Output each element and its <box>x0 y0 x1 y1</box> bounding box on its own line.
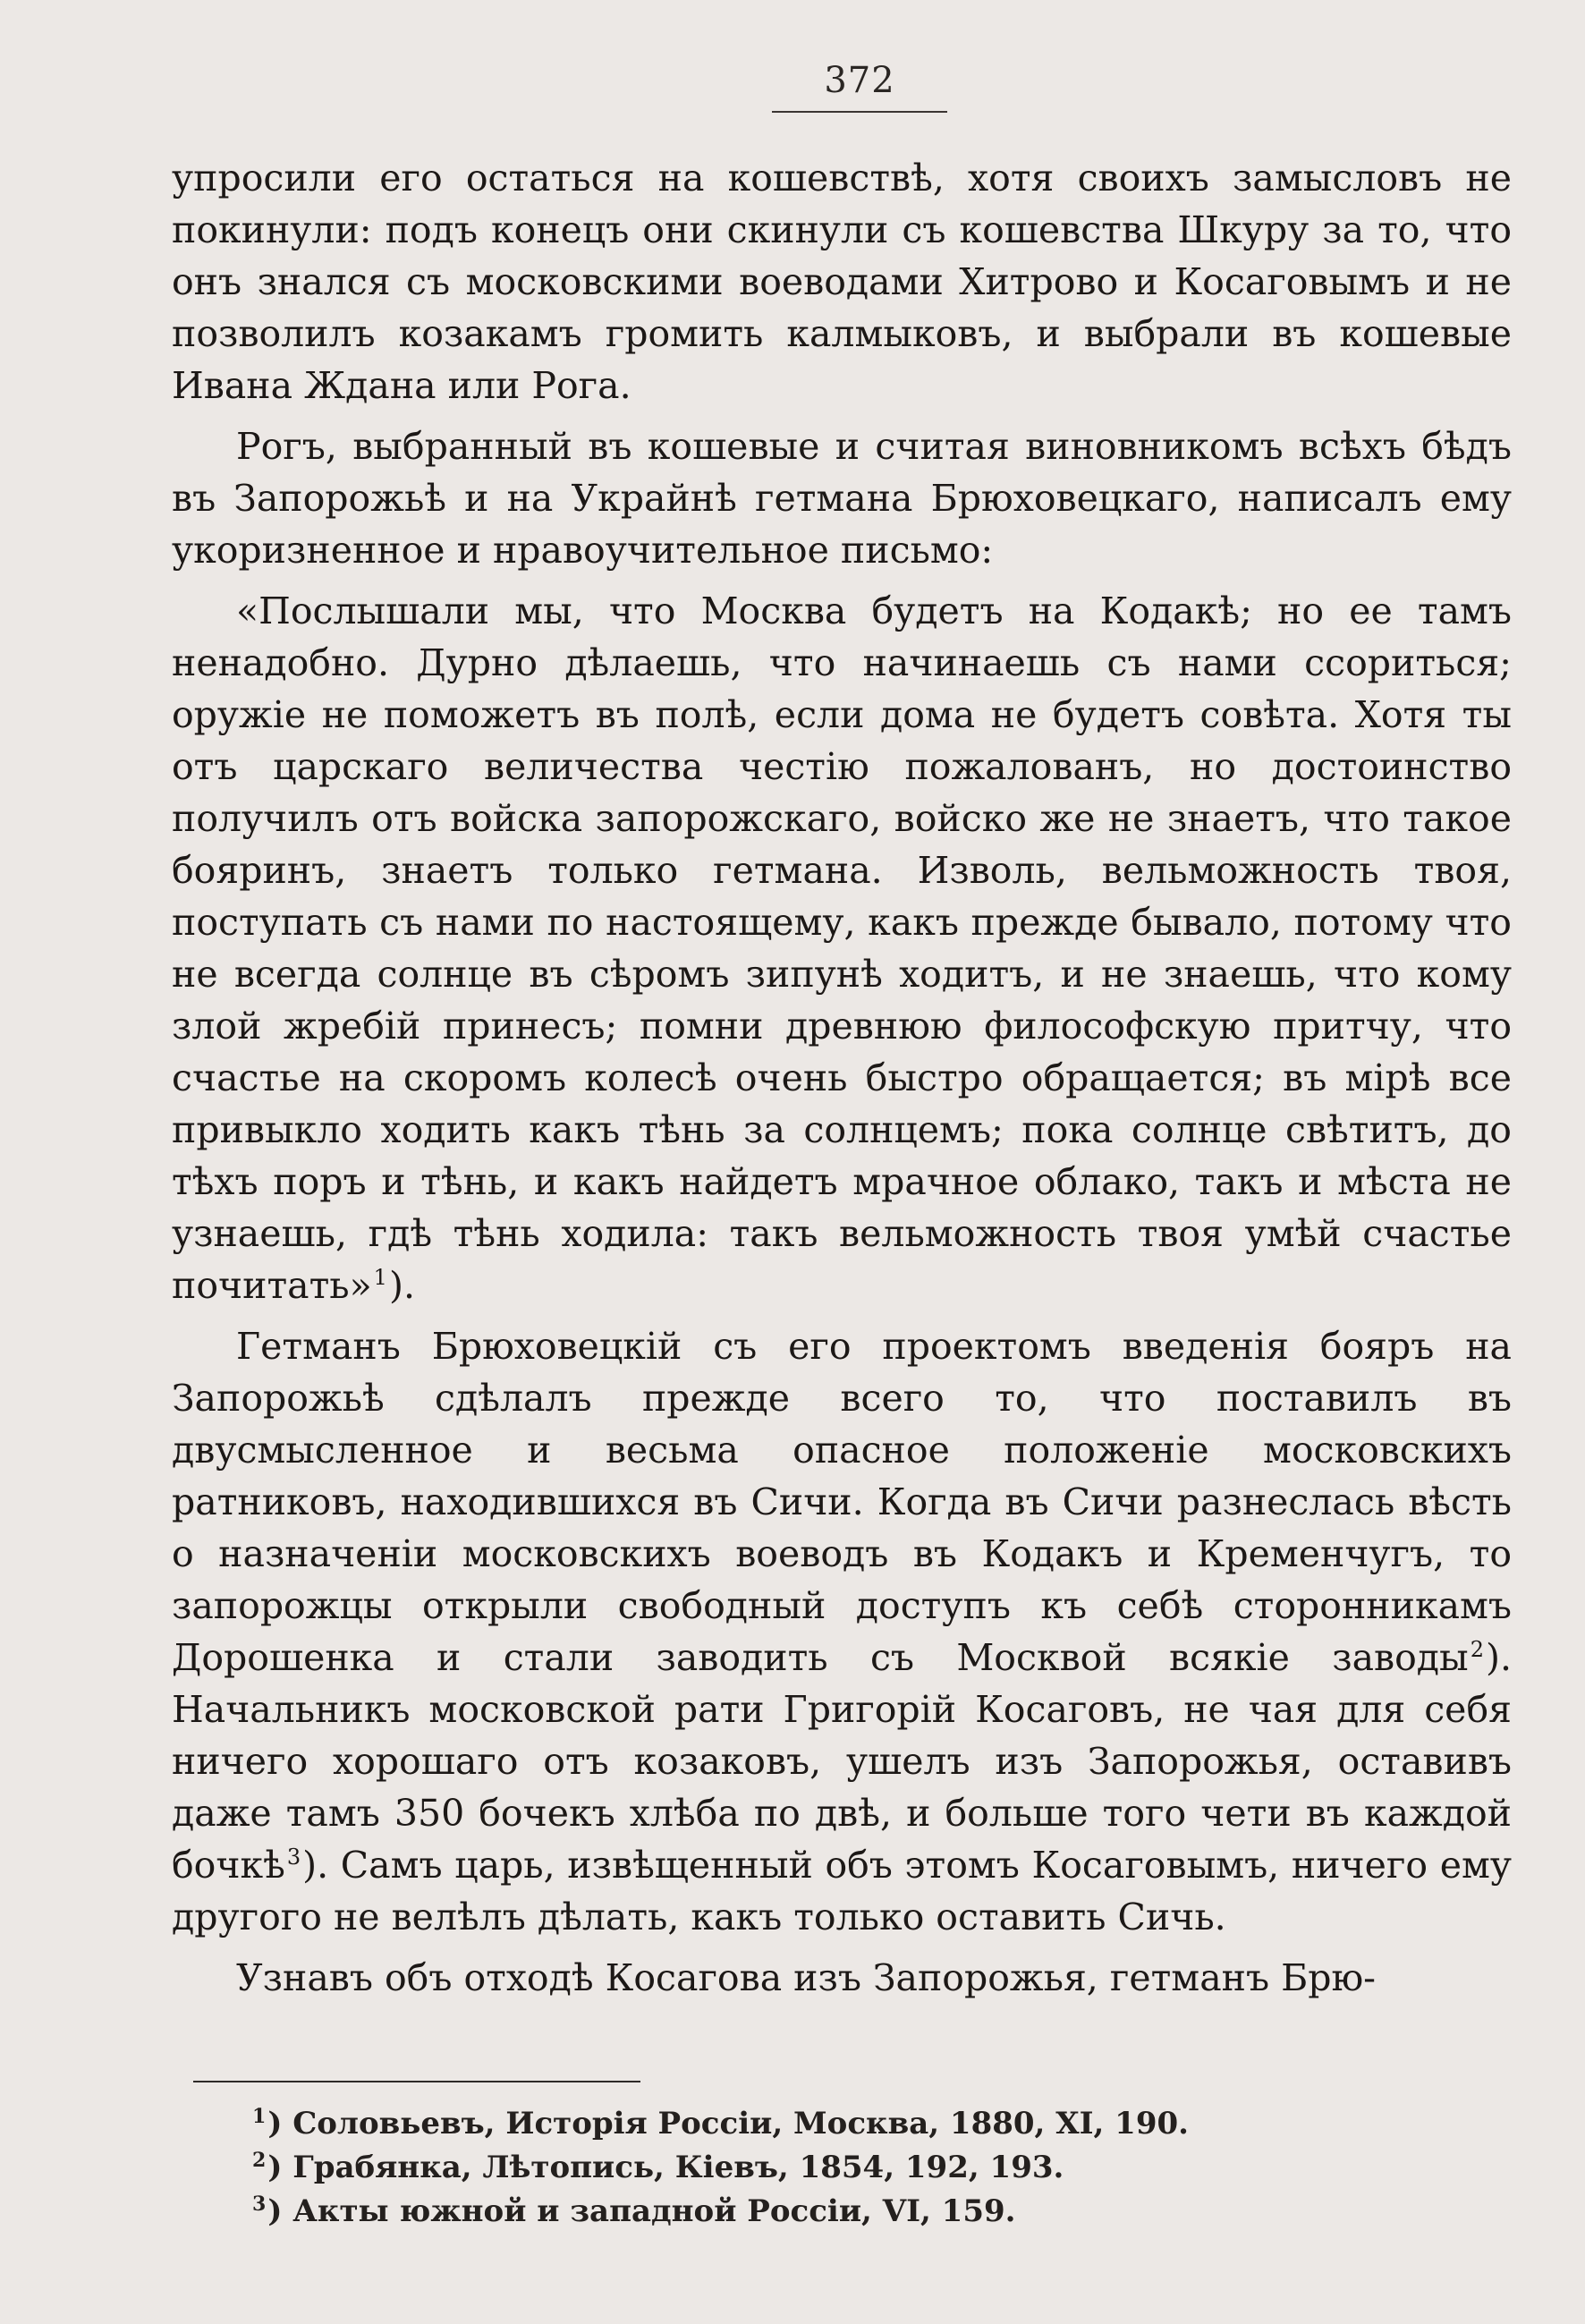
paragraph-5-text: Узнавъ объ отходѣ Косагова изъ Запорожья, гетманъ Брю- <box>236 1956 1377 1999</box>
paragraph-4-tail-2: ). Самъ царь, извѣщенный объ этомъ Косаговымъ, ничего ему другого не велѣлъ дѣлать, какъ только оставить Сичь. <box>172 1844 1512 1938</box>
footnote-2 <box>252 2146 1512 2190</box>
footnote-ref-3: 3 <box>286 1845 301 1870</box>
footnote-3 <box>252 2190 1512 2234</box>
paragraph-3-tail: ). <box>388 1264 415 1307</box>
paragraph-1 <box>172 152 1512 411</box>
footnote-separator <box>193 2081 640 2082</box>
footnote-3-text: ) Акты южной и западной Россіи, VI, 159. <box>267 2193 1016 2229</box>
footnote-ref-1: 1 <box>373 1265 387 1291</box>
paragraph-4-tail: ). Начальникъ московской рати Григорій Косаговъ, не чая для себя ничего хорошаго отъ козаковъ, ушелъ изъ Запорожья, оставивъ даже тамъ 350 бочекъ хлѣба по двѣ, и больше того чети въ каждой бочкѣ <box>172 1636 1512 1887</box>
paragraph-3-text: «Послышали мы, что Москва будетъ на Кодакѣ; но ее тамъ ненадобно. Дурно дѣлаешь, что начинаешь съ нами ссориться; оружіе не поможетъ въ полѣ, если дома не будетъ совѣта. Хотя ты отъ царскаго величества честію пожалованъ, но достоинство получилъ отъ войска запорожскаго, войско же не знаетъ, что такое бояринъ, знаетъ только гетмана. Изволь, вельможность твоя, поступать съ нами по настоящему, какъ прежде бывало, потому что не всегда солнце въ сѣромъ зипунѣ ходитъ, и не знаешь, что кому злой жребій принесъ; помни древнюю философскую притчу, что счастье на скоромъ колесѣ очень быстро обращается; въ мірѣ все привыкло ходить какъ тѣнь за солнцемъ; пока солнце свѣтитъ, до тѣхъ поръ и тѣнь, и какъ найдетъ мрачное облако, такъ и мѣста не узнаешь, гдѣ тѣнь ходила: такъ вельможность твоя умѣй счастье почитать» <box>172 589 1512 1307</box>
footnote-1-mark: 1 <box>252 2104 267 2128</box>
footnote-3-mark: 3 <box>252 2192 267 2216</box>
footnote-2-mark: 2 <box>252 2148 267 2172</box>
paragraph-2-text: Рогъ, выбранный въ кошевые и считая виновникомъ всѣхъ бѣдъ въ Запорожьѣ и на Украйнѣ гетмана Брюховецкаго, написалъ ему укоризненное и нравоучительное письмо: <box>172 425 1512 572</box>
paragraph-2 <box>172 420 1512 576</box>
footnote-1-text: ) Соловьевъ, Исторія Россіи, Москва, 1880, XI, 190. <box>267 2106 1189 2142</box>
footnote-2-text: ) Грабянка, Лѣтопись, Кіевъ, 1854, 192, 193. <box>267 2150 1064 2185</box>
footnotes <box>252 2102 1512 2234</box>
main-text <box>172 152 1512 2004</box>
paragraph-4-text: Гетманъ Брюховецкій съ его проектомъ введенія бояръ на Запорожьѣ сдѣлалъ прежде всего то, что поставилъ въ двусмысленное и весьма опасное положеніе московскихъ ратниковъ, находившихся въ Сичи. Когда въ Сичи разнеслась вѣсть о назначеніи московскихъ воеводъ въ Кодакъ и Кременчугъ, то запорожцы открыли свободный доступъ къ себѣ сторонникамъ Дорошенка и стали заводить съ Москвой всякіе заводы <box>172 1325 1512 1679</box>
page-number: 372 <box>824 60 895 101</box>
footnote-ref-2: 2 <box>1470 1637 1484 1663</box>
footnote-1 <box>252 2102 1512 2146</box>
paragraph-5 <box>172 1952 1512 2004</box>
paragraph-1-text: упросили его остаться на кошевствѣ, хотя своихъ замысловъ не покинули: подъ конецъ они скинули съ кошевства Шкуру за то, что онъ знался съ московскими воеводами Хитрово и Косаговымъ и не позволилъ козакамъ громить калмыковъ, и выбрали въ кошевые Ивана Ждана или Рога. <box>172 157 1512 407</box>
page-number-rule <box>772 111 947 113</box>
paragraph-3-letter <box>172 585 1512 1311</box>
paragraph-4 <box>172 1320 1512 1943</box>
